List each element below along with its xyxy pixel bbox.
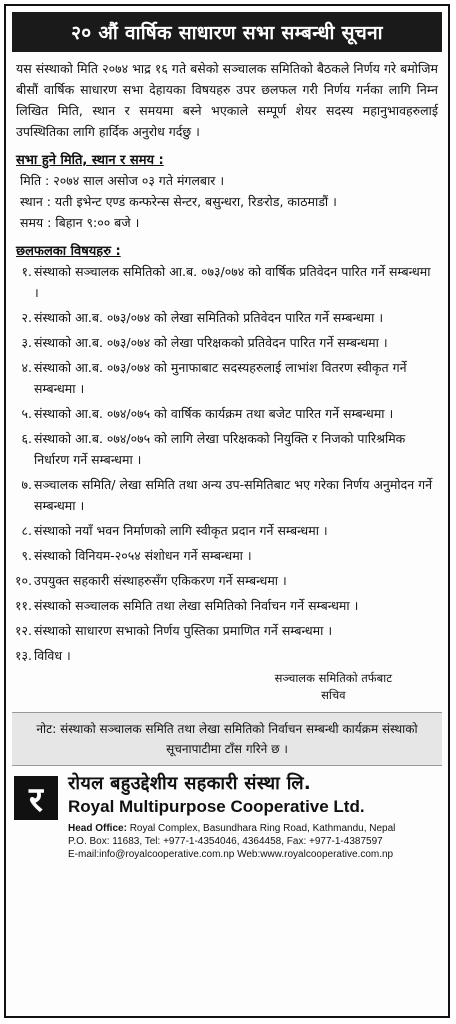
agenda-item xyxy=(14,545,438,566)
org-name-nepali: रोयल बहुउद्देशीय सहकारी संस्था लि. xyxy=(68,773,312,794)
org-name-english: Royal Multipurpose Cooperative Ltd. xyxy=(68,797,365,816)
agenda-item-text: संस्थाको सञ्चालक समितिको आ.ब. ०७३/०७४ को वार्षिक प्रतिवेदन पारित गर्ने सम्बन्धमा । xyxy=(34,264,431,300)
meeting-date: मिति : २०७४ साल असोज ०३ गते मंगलबार । xyxy=(20,173,225,188)
signature-block xyxy=(6,670,448,704)
agenda-item-number: १२. xyxy=(15,623,32,638)
agenda-item-text: संस्थाको नयाँ भवन निर्माणको लागि स्वीकृत प्रदान गर्ने सम्बन्धमा । xyxy=(34,523,328,538)
agenda-item-number: १०. xyxy=(15,573,32,588)
agenda-item-text: सञ्चालक समिति/ लेखा समिति तथा अन्य उप-समितिबाट भए गरेका निर्णय अनुमोदन गर्ने सम्बन्धमा । xyxy=(34,477,433,513)
head-office-line xyxy=(68,822,440,835)
agenda-item-text: उपयुक्त सहकारी संस्थाहरुसँग एकिकरण गर्ने सम्बन्धमा । xyxy=(34,573,287,588)
agenda-item-number: ११. xyxy=(15,598,32,613)
agenda-item xyxy=(14,261,438,303)
signature-line-2: सचिव xyxy=(321,688,346,702)
agenda-item xyxy=(14,645,438,666)
agenda-item-number: १. xyxy=(21,264,32,279)
agenda-item xyxy=(14,520,438,541)
agenda-item xyxy=(14,595,438,616)
logo-icon: र xyxy=(14,776,58,820)
organization-footer xyxy=(6,766,448,820)
head-office-label: Head Office: xyxy=(68,823,127,834)
agenda-heading: छलफलका विषयहरु : xyxy=(16,244,121,259)
notice-panel xyxy=(4,4,450,1018)
agenda-item-text: संस्थाको आ.ब. ०७४/०७५ को लागि लेखा परिक्षकको नियुक्ति र निजको पारिश्रमिक निर्धारण गर्ने सम्बन्धमा । xyxy=(34,431,406,467)
agenda-item-number: ३. xyxy=(21,335,32,350)
agenda-item xyxy=(14,307,438,328)
meeting-time: समय : बिहान ९:०० बजे । xyxy=(20,215,140,230)
agenda-item-text: संस्थाको आ.ब. ०७३/०७४ को मुनाफाबाट सदस्यहरुलाई लाभांश वितरण स्वीकृत गर्ने सम्बन्धमा । xyxy=(34,360,407,396)
agenda-item-number: ४. xyxy=(21,360,32,375)
contact-block xyxy=(6,820,448,861)
agenda-item-text: संस्थाको आ.ब. ०७३/०७४ को लेखा परिक्षकको प्रतिवेदन पारित गर्ने सम्बन्धमा । xyxy=(34,335,388,350)
intro-paragraph: यस संस्थाको मिति २०७४ भाद्र १६ गते बसेको सञ्चालक समितिको बैठकले निर्णय गरे बमोजिम बीसौं वार्षिक साधारण सभा देहायका विषयहरु उपर छलफल गरी निर्णय गर्नका लागि निम्न लिखित मिति, स्थान र समयमा बस्ने भएकाले सम्पूर्ण शेयर सदस्य महानुभावहरुलाई उपस्थितिका लागि हार्दिक अनुरोध गर्दछु । xyxy=(16,61,438,139)
agenda-item xyxy=(14,357,438,399)
notice-title: २० औं वार्षिक साधारण सभा सम्बन्धी सूचना xyxy=(12,12,442,52)
agenda-item-number: ७. xyxy=(21,477,32,492)
agenda-item-number: ५. xyxy=(21,406,32,421)
agenda-item-number: २. xyxy=(21,310,32,325)
meeting-details xyxy=(6,168,448,233)
agenda-item-number: ६. xyxy=(21,431,32,446)
note-box: नोट: संस्थाको सञ्चालक समिति तथा लेखा समितिको निर्वाचन सम्बन्धी कार्यक्रम संस्थाको सूचनापाटीमा टाँस गरिने छ । xyxy=(12,712,442,766)
signature-line-1: सञ्चालक समितिको तर्फबाट xyxy=(274,671,392,685)
agenda-item-text: संस्थाको आ.ब. ०७४/०७५ को वार्षिक कार्यक्रम तथा बजेट पारित गर्ने सम्बन्धमा । xyxy=(34,406,394,421)
agenda-item xyxy=(14,474,438,516)
agenda-item-number: ८. xyxy=(21,523,32,538)
agenda-item xyxy=(14,403,438,424)
agenda-item-text: संस्थाको विनियम-२०५४ संशोधन गर्ने सम्बन्धमा । xyxy=(34,548,252,563)
agenda-item-number: १३. xyxy=(15,648,32,663)
agenda-item-text: विविध । xyxy=(34,648,71,663)
agenda-item xyxy=(14,332,438,353)
agenda-list xyxy=(6,259,448,666)
agenda-item xyxy=(14,620,438,641)
meeting-place: स्थान : यती इभेन्ट एण्ड कन्फरेन्स सेन्टर, बसुन्धरा, रिङरोड, काठमाडौं । xyxy=(20,194,337,209)
agenda-item-text: संस्थाको सञ्चालक समिति तथा लेखा समितिको निर्वाचन गर्ने सम्बन्धमा । xyxy=(34,598,359,613)
agenda-item xyxy=(14,570,438,591)
meeting-heading: सभा हुने मिति, स्थान र समय : xyxy=(16,153,164,168)
phone-line: P.O. Box: 11683, Tel: +977-1-4354046, 4364458, Fax: +977-1-4387597 xyxy=(68,836,383,847)
agenda-item-text: संस्थाको साधारण सभाको निर्णय पुस्तिका प्रमाणित गर्ने सम्बन्धमा । xyxy=(34,623,333,638)
agenda-item-number: ९. xyxy=(21,548,32,563)
agenda-item xyxy=(14,428,438,470)
agenda-item-text: संस्थाको आ.ब. ०७३/०७४ को लेखा समितिको प्रतिवेदन पारित गर्ने सम्बन्धमा । xyxy=(34,310,384,325)
email-web-line: E-mail:info@royalcooperative.com.np Web:www.royalcooperative.com.np xyxy=(68,849,394,860)
head-office-address: Royal Complex, Basundhara Ring Road, Kathmandu, Nepal xyxy=(129,823,396,834)
